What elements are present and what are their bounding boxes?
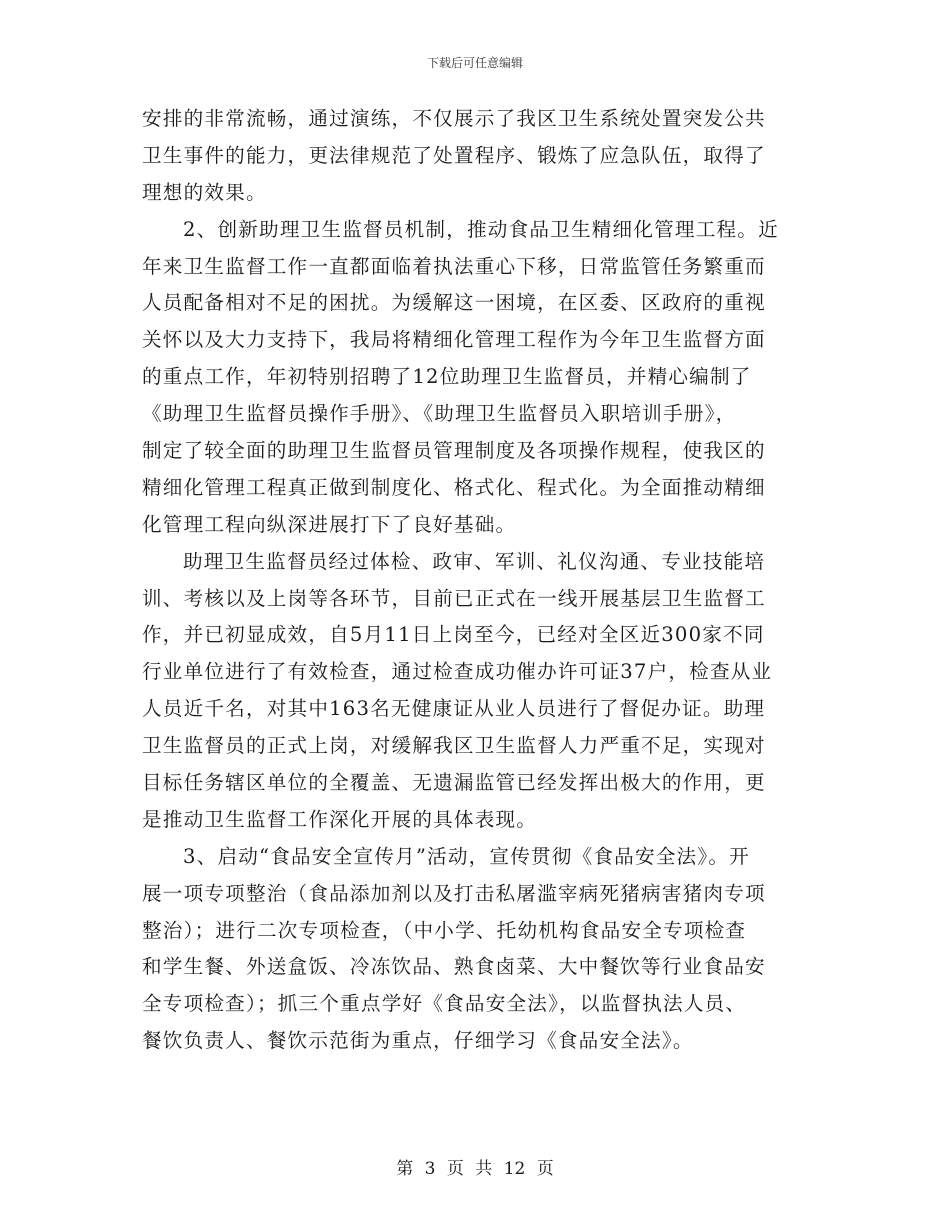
paragraph-2 [142, 212, 810, 544]
paragraph-4 [142, 839, 810, 1060]
text-line: 全专项检查）；抓三个重点学好《食品安全法》，以监督执法人员、 [142, 992, 747, 1016]
text-line: 制定了较全面的助理卫生监督员管理制度及各项操作规程，使我区的 [142, 439, 766, 463]
text-line: 安排的非常流畅，通过演练，不仅展示了我区卫生系统处置突发公共 [142, 107, 766, 130]
page-header-note: 下载后可任意编辑 [426, 56, 523, 70]
text-line: 化管理工程向纵深进展打下了良好基础。 [142, 512, 517, 536]
paragraph-1 [142, 101, 810, 212]
text-line: 的重点工作，年初特别招聘了12位助理卫生监督员，并精心编制了 [142, 365, 752, 389]
text-line: 关怀以及大力支持下，我局将精细化管理工程作为今年卫生监督方面 [142, 328, 766, 352]
text-line: 2、创新助理卫生监督员机制，推动食品卫生精细化管理工程。近 [183, 217, 779, 241]
text-line: 精细化管理工程真正做到制度化、格式化、程式化。为全面推动精细 [142, 475, 766, 499]
text-line: 整治）；进行二次专项检查，（中小学、托幼机构食品安全专项检查 [142, 918, 747, 942]
text-line: 目标任务辖区单位的全覆盖、无遗漏监管已经发挥出极大的作用，更 [142, 771, 766, 795]
text-line: 卫生监督员的正式上岗，对缓解我区卫生监督人力严重不足，实现对 [142, 734, 766, 758]
text-line: 年来卫生监督工作一直都面临着执法重心下移，日常监管任务繁重而 [142, 254, 766, 278]
text-line: 人员近千名，对其中163名无健康证从业人员进行了督促办证。助理 [142, 697, 766, 721]
document-body [142, 101, 810, 1060]
text-line: 展一项专项整治（食品添加剂以及打击私屠滥宰病死猪病害猪肉专项 [142, 881, 766, 905]
text-line: 助理卫生监督员经过体检、政审、军训、礼仪沟通、专业技能培 [183, 549, 766, 573]
text-line: 和学生餐、外送盒饭、冷冻饮品、熟食卤菜、大中餐饮等行业食品安 [142, 955, 766, 979]
text-line: 餐饮负责人、餐饮示范街为重点，仔细学习《食品安全法》。 [142, 1029, 694, 1053]
text-line: 行业单位进行了有效检查，通过检查成功催办许可证37户，检查从业 [142, 660, 773, 684]
text-line: 训、考核以及上岗等各环节，目前已正式在一线开展基层卫生监督工 [142, 586, 766, 610]
text-line: 人员配备相对不足的困扰。为缓解这一困境，在区委、区政府的重视 [142, 291, 766, 315]
text-line: 作，并已初显成效，自5月11日上岗至今，已经对全区近300家不同 [142, 623, 765, 647]
text-line: 卫生事件的能力，更法律规范了处置程序、锻炼了应急队伍，取得了 [142, 143, 766, 167]
text-line: 《助理卫生监督员操作手册》、《助理卫生监督员入职培训手册》， [142, 402, 737, 426]
text-line: 是推动卫生监督工作深化开展的具体表现。 [142, 807, 538, 831]
paragraph-3 [142, 544, 810, 839]
text-line: 理想的效果。 [142, 180, 267, 204]
page-number: 第 3 页 共 12 页 [396, 1159, 554, 1179]
text-line: 3、启动“食品安全宣传月”活动，宣传贯彻《食品安全法》。开 [183, 844, 750, 868]
